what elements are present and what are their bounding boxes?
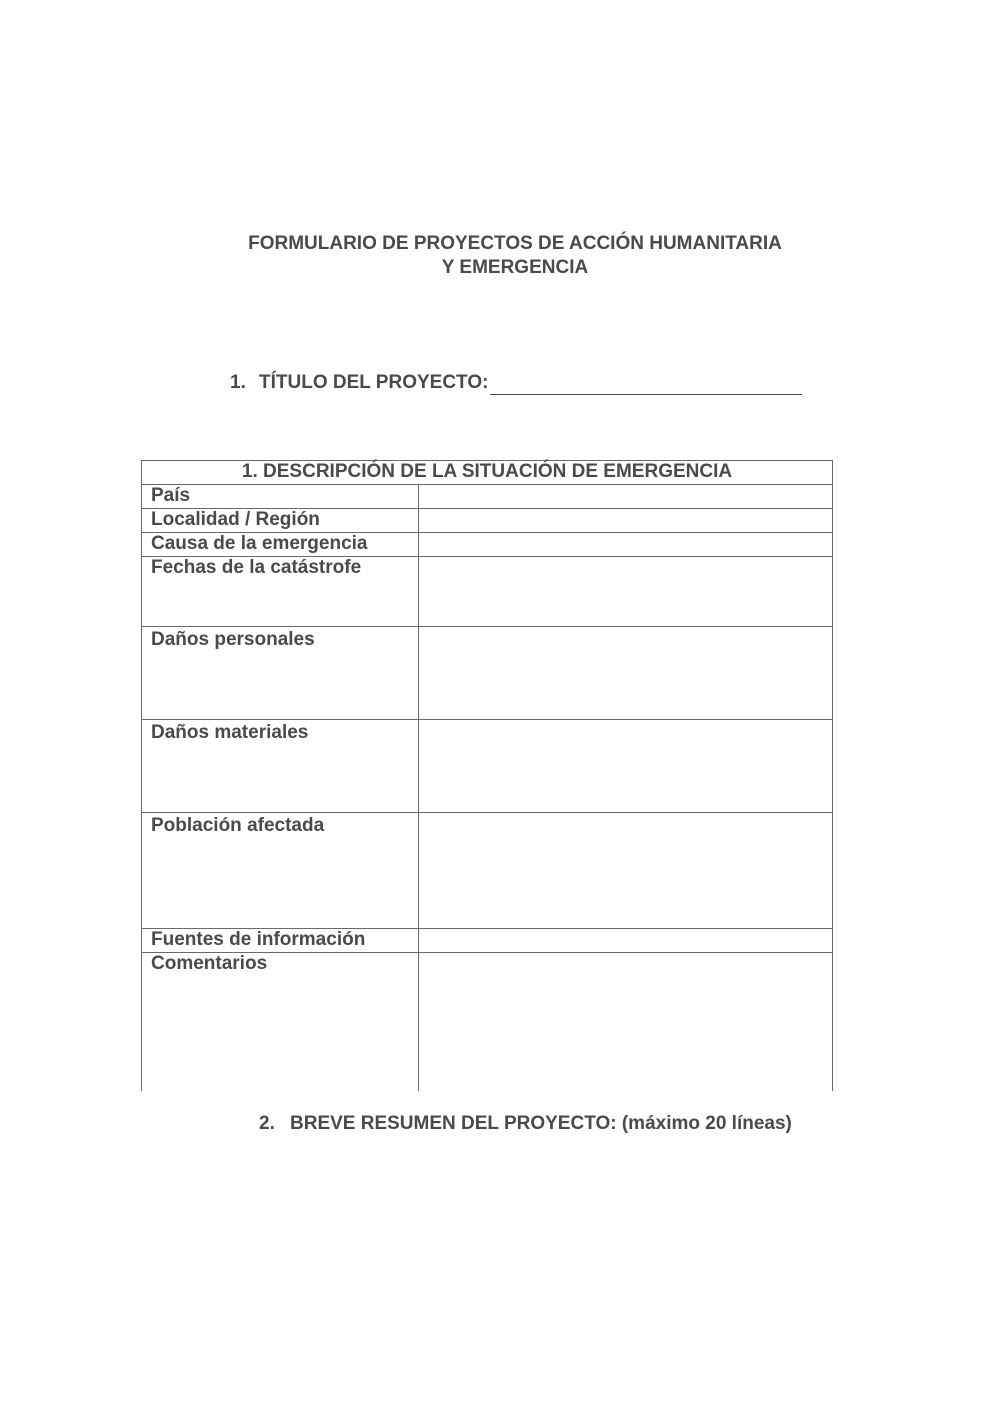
table-row-localidad (142, 509, 833, 533)
summary-number: 2. (259, 1113, 275, 1134)
row-value-poblacion[interactable] (419, 813, 833, 929)
project-title-blank-field[interactable] (490, 374, 802, 395)
row-label-poblacion: Población afectada (142, 813, 419, 929)
table-row-causa (142, 533, 833, 557)
row-value-localidad[interactable] (419, 509, 833, 533)
table-header: 1. DESCRIPCIÓN DE LA SITUACIÓN DE EMERGENCIA (142, 461, 833, 485)
row-label-fechas: Fechas de la catástrofe (142, 557, 419, 627)
project-title-number: 1. (230, 372, 246, 393)
table-row-poblacion (142, 813, 833, 929)
row-value-comentarios[interactable] (419, 953, 833, 1091)
summary-label: BREVE RESUMEN DEL PROYECTO: (máximo 20 líneas) (290, 1113, 792, 1134)
table-row-fuentes (142, 929, 833, 953)
row-value-causa[interactable] (419, 533, 833, 557)
row-value-danos-materiales[interactable] (419, 720, 833, 813)
table-row-danos-materiales (142, 720, 833, 813)
document-title (190, 232, 840, 280)
table-row-comentarios (142, 953, 833, 1091)
project-title-section (230, 371, 802, 395)
table-row-pais (142, 485, 833, 509)
table-row-danos-personales (142, 627, 833, 720)
row-label-danos-personales: Daños personales (142, 627, 419, 720)
project-summary-section (259, 1112, 792, 1136)
row-label-danos-materiales: Daños materiales (142, 720, 419, 813)
emergency-description-table (141, 460, 833, 1091)
document-title-line-1: FORMULARIO DE PROYECTOS DE ACCIÓN HUMANITARIA (248, 233, 782, 254)
row-label-causa: Causa de la emergencia (142, 533, 419, 557)
project-title-label: TÍTULO DEL PROYECTO: (259, 372, 489, 393)
row-value-fechas[interactable] (419, 557, 833, 627)
row-label-fuentes: Fuentes de información (142, 929, 419, 953)
row-value-fuentes[interactable] (419, 929, 833, 953)
row-label-localidad: Localidad / Región (142, 509, 419, 533)
row-label-pais: País (142, 485, 419, 509)
row-value-danos-personales[interactable] (419, 627, 833, 720)
document-title-line-2: Y EMERGENCIA (441, 257, 589, 278)
row-value-pais[interactable] (419, 485, 833, 509)
table-header-row (142, 461, 833, 485)
table-row-fechas (142, 557, 833, 627)
row-label-comentarios: Comentarios (142, 953, 419, 1091)
